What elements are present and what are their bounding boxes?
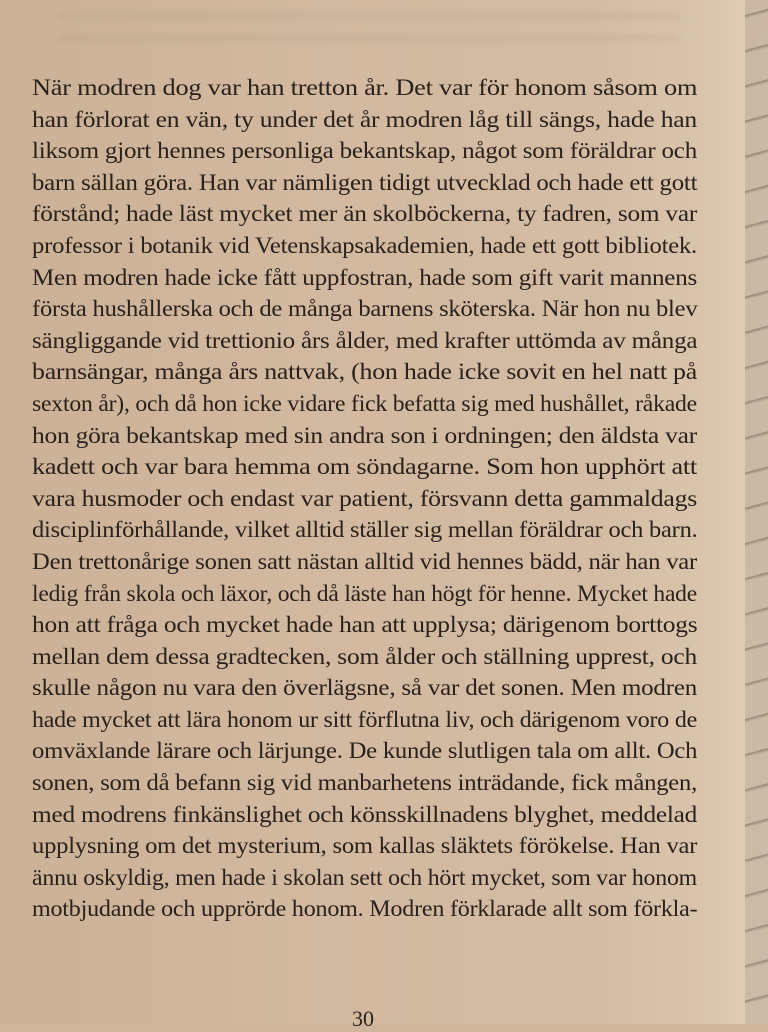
text-line: professor i botanik vid Vetenskapsakademien, hade ett gott bibliotek. (32, 232, 697, 258)
page-stack-edge (745, 0, 768, 1024)
text-line: mellan dem dessa gradtecken, som ålder och ställning upprest, och (32, 643, 697, 669)
text-line: med modrens finkänslighet och könsskillnadens blyghet, meddelad (32, 801, 698, 827)
text-line: Men modren hade icke fått uppfostran, hade som gift varit mannens (32, 264, 698, 290)
text-line: Den trettonårige sonen satt nästan alltid vid hennes bädd, när han var (32, 548, 697, 574)
page-number: 30 (352, 1006, 374, 1031)
body-text (32, 72, 702, 925)
text-line: barn sällan göra. Han var nämligen tidigt utvecklad och hade ett gott (32, 169, 698, 195)
text-line: När modren dog var han tretton år. Det var för honom såsom om (32, 75, 698, 100)
text-line: omväxlande lärare och lärjunge. De kunde slutligen tala om allt. Och (32, 738, 698, 764)
text-line: hon att fråga och mycket hade han att upplysa; därigenom borttogs (32, 612, 698, 638)
text-line: första hushållerska och de många barnens sköterska. När hon nu blev (32, 296, 698, 322)
text-line: ännu oskyldig, men hade i skolan sett och hört mycket, som var honom (32, 864, 697, 890)
text-line: kadett och var bara hemma om söndagarne. Som hon upphört att (32, 454, 697, 480)
text-line: ledig från skola och läxor, och då läste han högt för henne. Mycket hade (32, 580, 697, 606)
text-line: barnsängar, många års nattvak, (hon hade icke sovit en hel natt på (32, 359, 697, 385)
text-line: vara husmoder och endast var patient, försvann detta gammaldags (32, 485, 697, 511)
text-line: förstånd; hade läst mycket mer än skolböckerna, ty fadren, som var (32, 201, 698, 227)
text-line: disciplinförhållande, vilket alltid ställer sig mellan föräldrar och barn. (32, 517, 698, 543)
text-line: hon göra bekantskap med sin andra son i ordningen; den äldsta var (32, 422, 697, 448)
text-line: han förlorat en vän, ty under det år modren låg till sängs, hade han (32, 106, 697, 132)
text-line: skulle någon nu vara den överlägsne, så var det sonen. Men modren (32, 675, 698, 701)
text-line: sexton år), och då hon icke vidare fick befatta sig med hushållet, råkade (32, 390, 697, 416)
text-line: motbjudande och upprörde honom. Modren förklarade allt som förkla- (32, 896, 698, 922)
text-line: liksom gjort hennes personliga bekantskap, något som föräldrar och (32, 138, 697, 164)
text-line: upplysning om det mysterium, som kallas släktets förökelse. Han var (32, 833, 698, 859)
bleed-through-text (60, 12, 680, 52)
text-line: sängliggande vid trettionio års ålder, med krafter uttömda av många (32, 327, 698, 353)
text-line: sonen, som då befann sig vid manbarhetens inträdande, fick mången, (32, 770, 697, 796)
text-line: hade mycket att lära honom ur sitt förflutna liv, och därigenom voro de (32, 706, 698, 732)
